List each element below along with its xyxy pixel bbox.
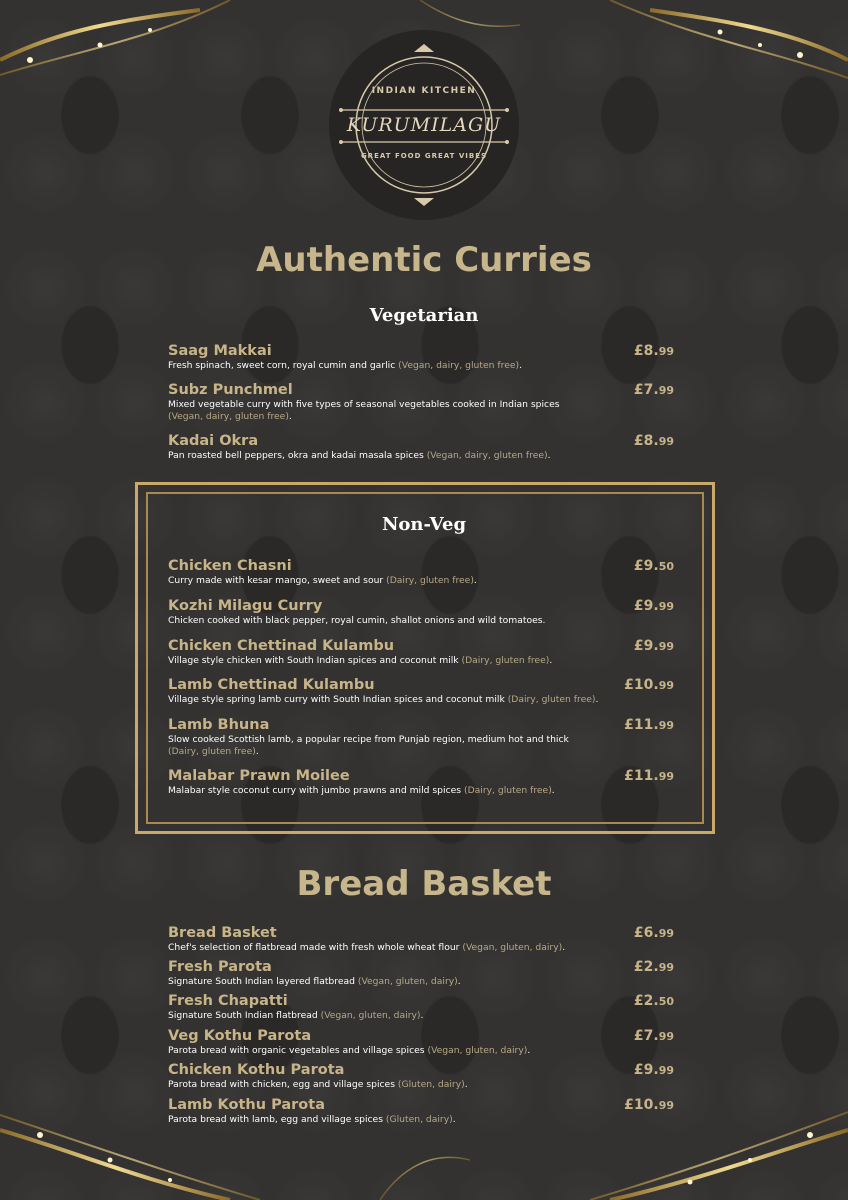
item-name: Lamb Chettinad Kulambu [168,677,375,693]
section-title-curries: Authentic Curries [256,240,592,280]
item-price: £9.50 [633,558,674,574]
menu-item [168,925,676,954]
item-name: Lamb Kothu Parota [168,1097,325,1113]
item-name: Bread Basket [168,925,277,941]
logo-tagline: GREAT FOOD GREAT VIBES [360,152,488,160]
item-description: Chef's selection of flatbread made with fresh whole wheat flour (Vegan, gluten, dairy). [168,942,566,953]
item-description: Curry made with kesar mango, sweet and sour (Dairy, gluten free). [168,575,477,586]
subsection-title-vegetarian: Vegetarian [369,305,479,326]
item-name: Lamb Bhuna [168,717,270,733]
menu-item [168,598,676,627]
item-name: Fresh Chapatti [168,993,288,1009]
menu-item [168,768,676,797]
menu-item [168,1028,676,1057]
item-description: Parota bread with organic vegetables and village spices (Vegan, gluten, dairy). [168,1045,531,1056]
subsection-title-nonveg: Non-Veg [381,514,467,535]
item-description: Malabar style coconut curry with jumbo prawns and mild spices (Dairy, gluten free). [168,785,555,796]
item-description: Parota bread with lamb, egg and village spices (Gluten, dairy). [168,1114,456,1125]
item-name: Chicken Chettinad Kulambu [168,638,395,654]
item-description: Village style chicken with South Indian spices and coconut milk (Dairy, gluten free). [168,655,553,666]
item-name: Chicken Chasni [168,558,292,574]
item-price: £9.99 [633,638,674,654]
section-title-bread: Bread Basket [296,864,552,904]
item-name: Veg Kothu Parota [168,1028,312,1044]
menu-item [168,558,676,587]
item-description: Parota bread with chicken, egg and village spices (Gluten, dairy). [168,1079,468,1090]
menu-item [168,717,676,758]
menu-item [168,959,676,988]
item-price: £11.99 [624,717,674,733]
item-name: Fresh Parota [168,959,272,975]
item-price: £10.99 [624,677,674,693]
item-price: £8.99 [633,433,674,449]
menu-item [168,677,676,706]
item-price: £7.99 [633,382,674,398]
menu-item [168,1097,676,1126]
item-price: £9.99 [633,598,674,614]
item-description: Slow cooked Scottish lamb, a popular recipe from Punjab region, medium hot and thick (Dairy, gluten free). [168,734,569,757]
menu-item [168,343,676,372]
item-description: Chicken cooked with black pepper, royal cumin, shallot onions and wild tomatoes. [168,615,546,626]
item-price: £10.99 [624,1097,674,1113]
menu-item [168,433,676,462]
menu-item [168,993,676,1022]
item-price: £2.99 [633,959,674,975]
menu-item [168,382,676,423]
item-description: Signature South Indian flatbread (Vegan, gluten, dairy). [168,1010,424,1021]
item-price: £2.50 [633,993,674,1009]
item-name: Malabar Prawn Moilee [168,768,350,784]
item-description: Pan roasted bell peppers, okra and kadai masala spices (Vegan, dairy, gluten free). [168,450,551,461]
logo-brand-name: KURUMILAGU [346,114,502,136]
item-price: £8.99 [633,343,674,359]
menu-item [168,1062,676,1091]
item-name: Chicken Kothu Parota [168,1062,345,1078]
item-price: £7.99 [633,1028,674,1044]
item-price: £9.99 [633,1062,674,1078]
item-description: Village style spring lamb curry with South Indian spices and coconut milk (Dairy, gluten free). [168,694,599,705]
item-name: Subz Punchmel [168,382,293,398]
item-name: Kadai Okra [168,433,259,449]
item-description: Signature South Indian layered flatbread (Vegan, gluten, dairy). [168,976,461,987]
item-price: £11.99 [624,768,674,784]
item-name: Saag Makkai [168,343,272,359]
logo-top-text: INDIAN KITCHEN [371,86,477,96]
item-description: Mixed vegetable curry with five types of seasonal vegetables cooked in Indian spices (Vegan, dairy, gluten free). [168,399,560,422]
menu-item [168,638,676,667]
restaurant-logo [329,30,519,220]
item-name: Kozhi Milagu Curry [168,598,323,614]
item-description: Fresh spinach, sweet corn, royal cumin and garlic (Vegan, dairy, gluten free). [168,360,523,371]
item-price: £6.99 [633,925,674,941]
